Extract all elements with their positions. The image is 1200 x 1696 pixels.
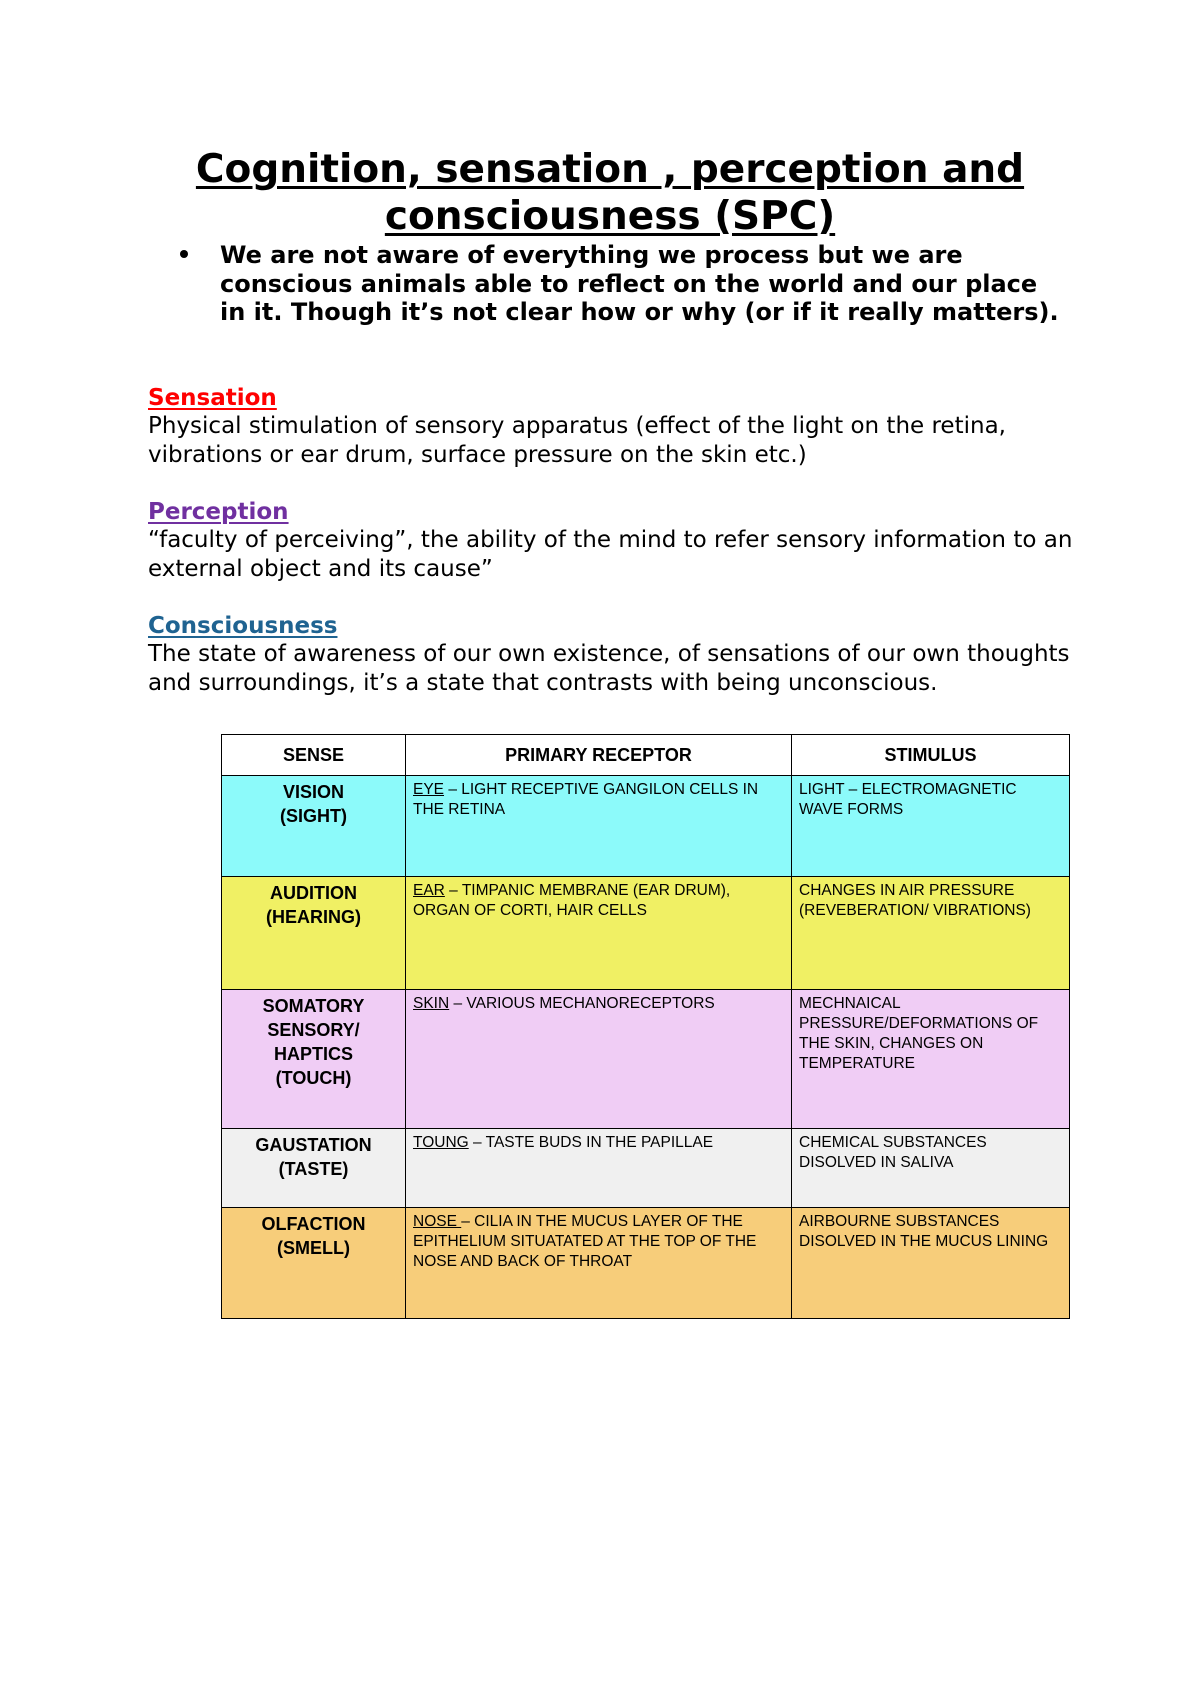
senses-table: [221, 734, 1070, 1319]
receptor-cell: [406, 1208, 792, 1319]
intro-bullet-text: We are not aware of everything we process but we are conscious animals able to reflect on the world and our place in it. Though it’s not clear how or why (or if it really matters).: [220, 241, 1059, 326]
receptor-cell: [406, 990, 792, 1129]
sensation-heading: Sensation: [148, 385, 277, 411]
receptor-cell: [406, 1129, 792, 1208]
receptor-detail: – VARIOUS MECHANORECEPTORS: [449, 995, 715, 1012]
bullet-dot-icon: [180, 250, 188, 258]
stimulus-cell: MECHNAICAL PRESSURE/DEFORMATIONS OF THE SKIN, CHANGES ON TEMPERATURE: [792, 990, 1070, 1129]
stimulus-cell: CHANGES IN AIR PRESSURE (REVEBERATION/ VIBRATIONS): [792, 877, 1070, 990]
receptor-organ: NOSE: [413, 1213, 462, 1230]
table-row: [222, 1129, 1070, 1208]
receptor-organ: EYE: [413, 781, 445, 798]
sense-label: OLFACTION (SMELL): [261, 1214, 366, 1258]
sense-cell: [222, 776, 406, 877]
header-stimulus: STIMULUS: [792, 735, 1070, 776]
sense-cell: [222, 990, 406, 1129]
receptor-detail: – LIGHT RECEPTIVE GANGILON CELLS IN THE RETINA: [413, 781, 759, 818]
sense-label: AUDITION (HEARING): [266, 883, 361, 927]
sense-cell: [222, 877, 406, 990]
table-row: [222, 990, 1070, 1129]
receptor-detail: – TIMPANIC MEMBRANE (EAR DRUM), ORGAN OF CORTI, HAIR CELLS: [413, 882, 731, 919]
sensation-definition: Physical stimulation of sensory apparatus (effect of the light on the retina, vibrations or ear drum, surface pressure on the skin etc.): [148, 413, 1006, 468]
receptor-cell: [406, 776, 792, 877]
header-primary-receptor: PRIMARY RECEPTOR: [406, 735, 792, 776]
receptor-detail: – TASTE BUDS IN THE PAPILLAE: [468, 1134, 714, 1151]
sense-cell: [222, 1129, 406, 1208]
table-row: [222, 877, 1070, 990]
stimulus-cell: AIRBOURNE SUBSTANCES DISOLVED IN THE MUCUS LINING: [792, 1208, 1070, 1319]
table-row: [222, 776, 1070, 877]
perception-definition: “faculty of perceiving”, the ability of the mind to refer sensory information to an external object and its cause”: [148, 527, 1073, 582]
receptor-organ: EAR: [413, 882, 445, 899]
sense-cell: [222, 1208, 406, 1319]
receptor-detail: – CILIA IN THE MUCUS LAYER OF THE EPITHELIUM SITUATATED AT THE TOP OF THE NOSE AND BACK OF THROAT: [413, 1213, 757, 1270]
perception-heading: Perception: [148, 499, 289, 525]
sense-label: VISION (SIGHT): [280, 782, 347, 826]
table-row: [222, 1208, 1070, 1319]
stimulus-cell: CHEMICAL SUBSTANCES DISOLVED IN SALIVA: [792, 1129, 1070, 1208]
table-header-row: [222, 735, 1070, 776]
consciousness-definition: The state of awareness of our own existence, of sensations of our own thoughts and surroundings, it’s a state that contrasts with being unconscious.: [148, 641, 1070, 696]
receptor-organ: TOUNG: [413, 1134, 469, 1151]
receptor-organ: SKIN: [413, 995, 450, 1012]
page-title: Cognition, sensation , perception and consciousness (SPC): [195, 147, 1025, 239]
consciousness-heading: Consciousness: [148, 613, 338, 639]
stimulus-cell: LIGHT – ELECTROMAGNETIC WAVE FORMS: [792, 776, 1070, 877]
header-sense: SENSE: [222, 735, 406, 776]
sense-label: SOMATORY SENSORY/ HAPTICS (TOUCH): [262, 996, 365, 1088]
receptor-cell: [406, 877, 792, 990]
sense-label: GAUSTATION (TASTE): [255, 1135, 372, 1179]
